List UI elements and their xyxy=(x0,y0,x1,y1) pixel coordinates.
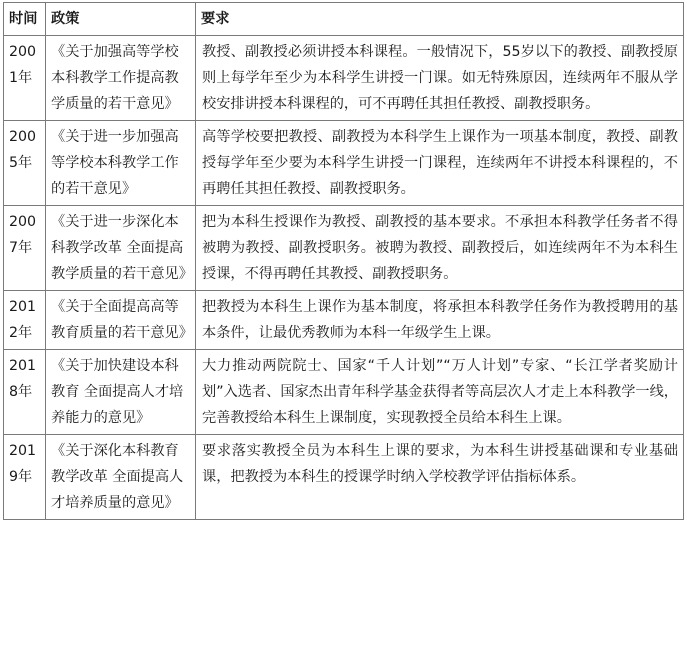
header-year: 时间 xyxy=(4,3,46,36)
header-requirement: 要求 xyxy=(196,3,684,36)
row-requirement: 大力推动两院院士、国家“千人计划”“万人计划”专家、“长江学者奖励计划”入选者、国家杰出青年科学基金获得者等高层次人才走上本科教学一线，完善教授给本科生上课制度，实现教授全员给本科生上课。 xyxy=(196,350,684,435)
policy-table xyxy=(3,2,684,520)
table-row xyxy=(4,121,684,206)
row-requirement: 要求落实教授全员为本科生上课的要求，为本科生讲授基础课和专业基础课，把教授为本科生的授课学时纳入学校教学评估指标体系。 xyxy=(196,435,684,520)
row-requirement: 教授、副教授必须讲授本科课程。一般情况下，55岁以下的教授、副教授原则上每学年至少为本科学生讲授一门课。如无特殊原因，连续两年不服从学校安排讲授本科课程的，可不再聘任其担任教授、副教授职务。 xyxy=(196,36,684,121)
row-policy: 《关于进一步加强高等学校本科教学工作的若干意见》 xyxy=(46,121,196,206)
document-body xyxy=(3,2,684,520)
row-year: 2012年 xyxy=(4,291,46,350)
table-row xyxy=(4,435,684,520)
row-year: 2007年 xyxy=(4,206,46,291)
table-header-row xyxy=(4,3,684,36)
row-policy: 《关于深化本科教育教学改革 全面提高人才培养质量的意见》 xyxy=(46,435,196,520)
row-requirement: 把教授为本科生上课作为基本制度，将承担本科教学任务作为教授聘用的基本条件，让最优秀教师为本科一年级学生上课。 xyxy=(196,291,684,350)
row-requirement: 高等学校要把教授、副教授为本科学生上课作为一项基本制度，教授、副教授每学年至少要为本科学生讲授一门课程，连续两年不讲授本科课程的，不再聘任其担任教授、副教授职务。 xyxy=(196,121,684,206)
table-row xyxy=(4,206,684,291)
row-year: 2001年 xyxy=(4,36,46,121)
row-year: 2018年 xyxy=(4,350,46,435)
table-row xyxy=(4,36,684,121)
row-policy: 《关于加快建设本科教育 全面提高人才培养能力的意见》 xyxy=(46,350,196,435)
row-year: 2005年 xyxy=(4,121,46,206)
row-policy: 《关于全面提高高等教育质量的若干意见》 xyxy=(46,291,196,350)
header-policy: 政策 xyxy=(46,3,196,36)
row-policy: 《关于进一步深化本科教学改革 全面提高教学质量的若干意见》 xyxy=(46,206,196,291)
row-year: 2019年 xyxy=(4,435,46,520)
table-row xyxy=(4,350,684,435)
table-row xyxy=(4,291,684,350)
row-requirement: 把为本科生授课作为教授、副教授的基本要求。不承担本科教学任务者不得被聘为教授、副教授职务。被聘为教授、副教授后，如连续两年不为本科生授课，不得再聘任其教授、副教授职务。 xyxy=(196,206,684,291)
row-policy: 《关于加强高等学校本科教学工作提高教学质量的若干意见》 xyxy=(46,36,196,121)
